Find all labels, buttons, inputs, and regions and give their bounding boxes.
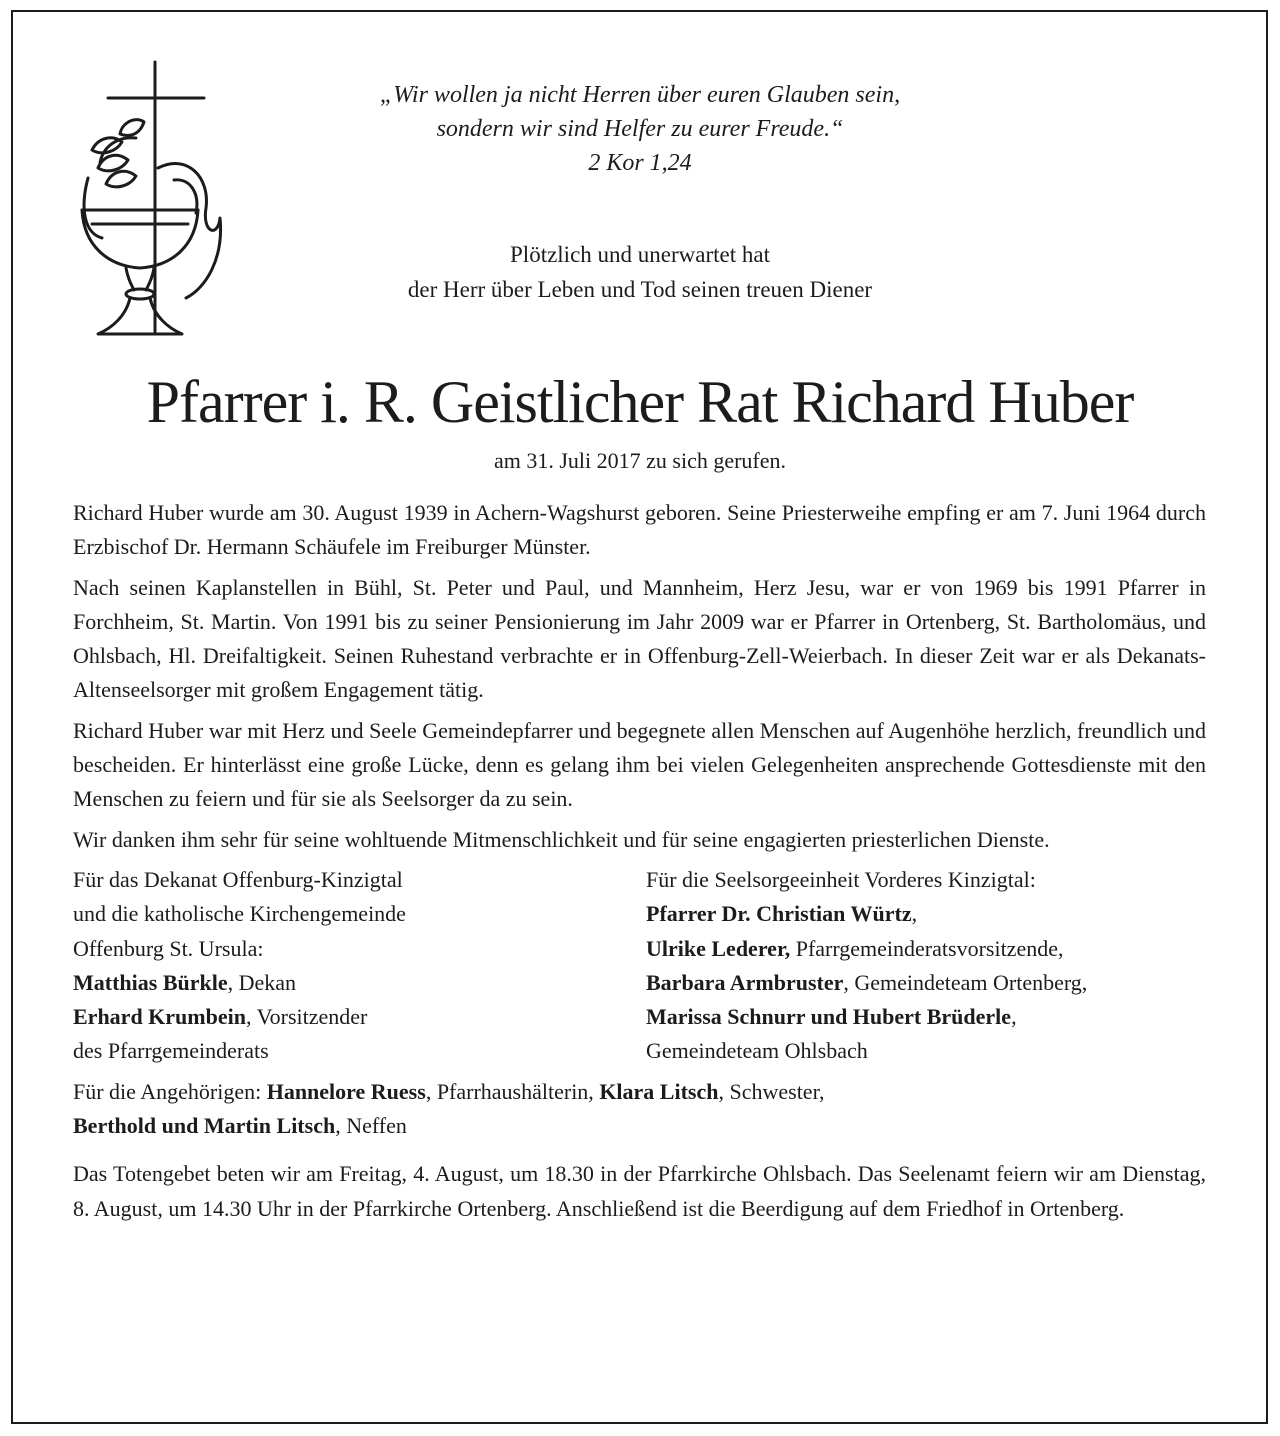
family-line-2 <box>73 1109 1206 1143</box>
paragraph-biography: Richard Huber wurde am 30. August 1939 in Achern-Wagshurst geboren. Seine Priesterweihe empfing er am 7. Juni 1964 durch Erzbischof Dr. Hermann Schäufele im Freiburger Münster. <box>73 500 1206 560</box>
quote-line-2: sondern wir sind Helfer zu eurer Freude.“ <box>436 116 844 142</box>
mourner-name: Barbara Armbruster <box>646 969 844 995</box>
family-line-1 <box>73 1075 1206 1109</box>
dekanat-line-6: des Pfarrgemeinderats <box>73 1038 269 1064</box>
funeral-details: Das Totengebet beten wir am Freitag, 4. August, um 18.30 in der Pfarrkirche Ohlsbach. Das Seelenamt feiern wir am Dienstag, 8. August, um 14.30 Uhr in der Pfarrkirche Ortenberg. Anschließend ist die Beerdigung auf dem Friedhof in Ortenberg. <box>73 1161 1206 1221</box>
obituary-body <box>73 496 1206 1232</box>
mourner-role: , Pfarrhaushälterin, <box>425 1078 600 1104</box>
mourner-role: , Neffen <box>335 1113 407 1139</box>
paragraph-tribute: Richard Huber war mit Herz und Seele Gemeindepfarrer und begegnete allen Menschen auf Augenhöhe herzlich, freundlich und bescheiden. Er hinterlässt eine große Lücke, denn es gelang ihm bei vielen Gelegenheiten ansprechende Gottesdienste mit den Menschen zu feiern und für sie als Seelsorger da zu sein. <box>73 717 1206 812</box>
mourner-name: Ulrike Lederer, <box>646 935 791 961</box>
family-mourners <box>73 1075 1206 1144</box>
mourner-role: , <box>911 901 918 927</box>
mourner-role: , Schwester, <box>718 1078 825 1104</box>
mourner-name: Pfarrer Dr. Christian Würtz <box>646 901 912 927</box>
death-date: am 31. Juli 2017 zu sich gerufen. <box>493 448 787 473</box>
mourner-name: Klara Litsch <box>599 1078 719 1104</box>
mourner-columns <box>73 863 1206 1069</box>
family-intro: Für die Angehörigen: <box>73 1078 267 1104</box>
mourners-dekanat <box>73 863 633 1069</box>
mourner-role: , Dekan <box>227 969 297 995</box>
mourner-role: Pfarrgemeinderatsvorsitzende, <box>790 935 1064 961</box>
quote-line-1: „Wir wollen ja nicht Herren über euren Glauben sein, <box>379 82 901 108</box>
mourner-name: Berthold und Martin Litsch <box>73 1113 336 1139</box>
deceased-name: Pfarrer i. R. Geistlicher Rat Richard Huber <box>146 369 1134 435</box>
seelsorge-line-2 <box>646 897 1206 931</box>
dekanat-line-1: Für das Dekanat Offenburg-Kinzigtal <box>73 866 403 892</box>
mourner-role: , <box>1011 1004 1017 1030</box>
cross-chalice-wheat-icon <box>78 58 228 348</box>
dekanat-line-4 <box>73 966 633 1000</box>
seelsorge-line-4 <box>646 966 1206 1000</box>
seelsorge-line-3 <box>646 932 1206 966</box>
seelsorge-line-1: Für die Seelsorgeeinheit Vorderes Kinzigtal: <box>646 866 1036 892</box>
mourner-role: , Gemeindeteam Ortenberg, <box>843 969 1088 995</box>
dekanat-line-3: Offenburg St. Ursula: <box>73 935 264 961</box>
mourner-name: Erhard Krumbein <box>73 1004 246 1030</box>
mourner-name: Matthias Bürkle <box>73 969 228 995</box>
mourners-seelsorgeeinheit <box>646 863 1206 1069</box>
dekanat-line-5 <box>73 1000 633 1034</box>
seelsorge-line-6: Gemeindeteam Ohlsbach <box>646 1038 868 1064</box>
seelsorge-line-5 <box>646 1000 1206 1034</box>
intro-line-2: der Herr über Leben und Tod seinen treuen Diener <box>407 277 873 302</box>
mourner-name: Marissa Schnurr und Hubert Brüderle <box>646 1004 1012 1030</box>
mourner-role: , Vorsitzender <box>245 1004 368 1030</box>
bible-quote <box>280 78 1000 180</box>
paragraph-thanks: Wir danken ihm sehr für seine wohltuende Mitmenschlichkeit und für seine engagierten priesterlichen Dienste. <box>73 826 1050 852</box>
intro-text <box>280 237 1000 307</box>
intro-line-1: Plötzlich und unerwartet hat <box>510 242 770 267</box>
dekanat-line-2: und die katholische Kirchengemeinde <box>73 901 406 927</box>
mourner-name: Hannelore Ruess <box>266 1078 426 1104</box>
paragraph-career: Nach seinen Kaplanstellen in Bühl, St. Peter und Paul, und Mannheim, Herz Jesu, war er von 1969 bis 1991 Pfarrer in Forchheim, St. Martin. Von 1991 bis zu seiner Pensionierung im Jahr 2009 war er Pfarrer in Ortenberg, St. Bartholomäus, und Ohlsbach, Hl. Dreifaltigkeit. Seinen Ruhestand verbrachte er in Offenburg-Zell-Weierbach. In dieser Zeit war er als Dekanats-Altenseelsorger mit großem Engagement tätig. <box>73 574 1206 703</box>
quote-reference: 2 Kor 1,24 <box>588 150 692 176</box>
